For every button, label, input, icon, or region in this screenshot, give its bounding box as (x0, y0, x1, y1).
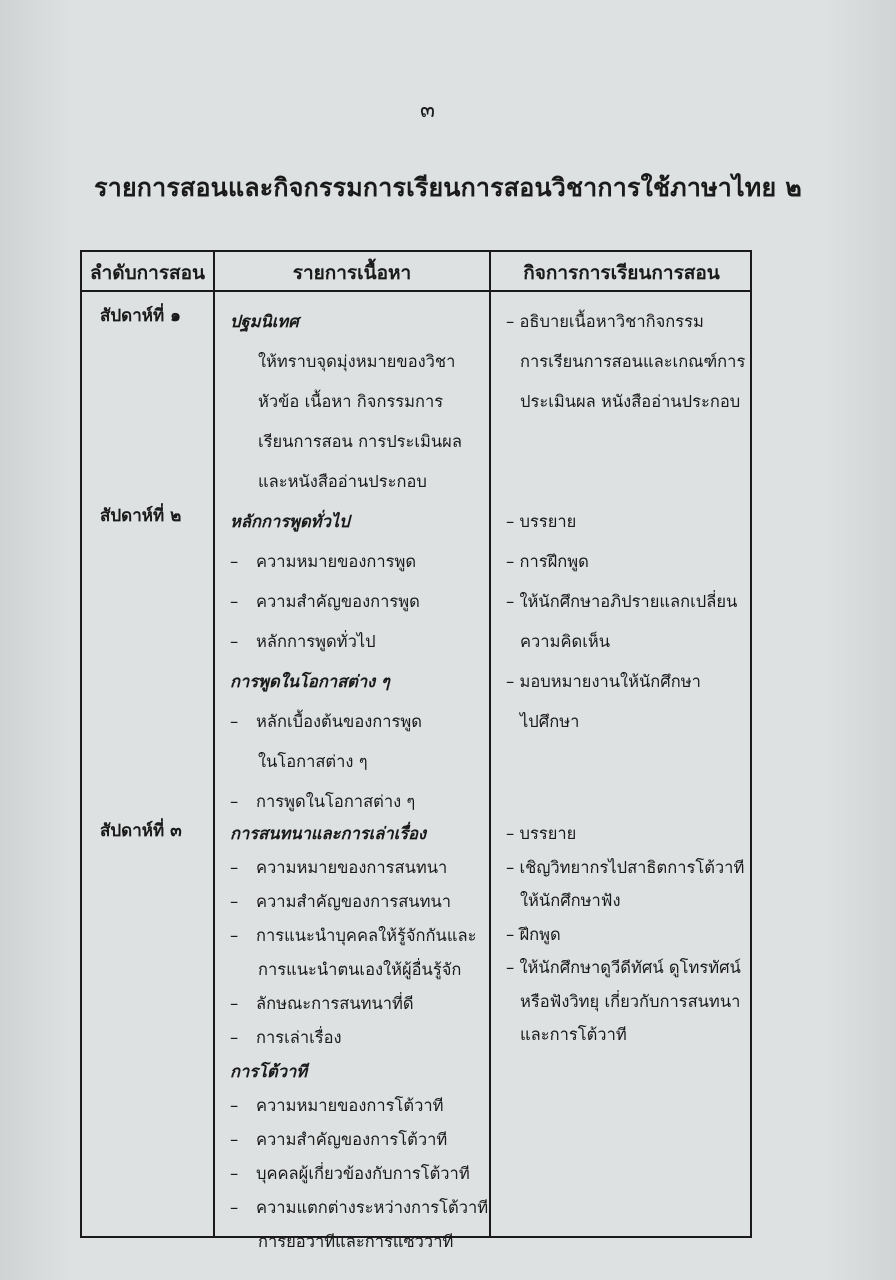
activity-text: มอบหมายงานให้นักศึกษา (519, 672, 701, 691)
topic-item: – ความหมายของการสนทนา (230, 851, 488, 885)
lesson-plan-table (80, 250, 752, 1251)
topic-item: – การเล่าเรื่อง (230, 1021, 488, 1055)
activity-item (506, 851, 744, 885)
topic-item: ให้ทราบจุดมุ่งหมายของวิชา (258, 352, 456, 371)
topic-item: การแนะนำตนเองให้ผู้อื่นรู้จัก (258, 960, 462, 979)
dash-marker: – (506, 592, 520, 611)
activity-text: อธิบายเนื้อหาวิชากิจกรรม (519, 312, 704, 331)
topic-item: หัวข้อ เนื้อหา กิจกรรมการ (258, 392, 444, 411)
header-content: รายการเนื้อหา (292, 262, 412, 284)
topic-item: – ลักษณะการสนทนาที่ดี (230, 987, 488, 1021)
activity-text: ฝึกพูด (519, 924, 561, 944)
dash-marker: – (506, 924, 520, 944)
content-list (230, 502, 422, 822)
header-sequence: ลำดับการสอน (89, 262, 206, 284)
topic-item: และหนังสืออ่านประกอบ (258, 472, 427, 491)
topic-item: – หลักการพูดทั่วไป (230, 622, 422, 662)
header-divider (82, 290, 750, 292)
activity-item (506, 302, 745, 342)
activity-item (506, 985, 744, 1019)
topic-item: – การพูดในโอกาสต่าง ๆ (230, 782, 422, 822)
topic-item: – ความแตกต่างระหว่างการโต้วาที (230, 1191, 488, 1225)
activity-item (506, 918, 744, 952)
topic-item: – บุคคลผู้เกี่ยวข้องกับการโต้วาที (230, 1157, 488, 1191)
week-label: สัปดาห์ที่ ๑ (100, 306, 181, 326)
topic-item: เรียนการสอน การประเมินผล (258, 432, 462, 451)
dash-marker: – (506, 312, 520, 331)
activity-text: ให้นักศึกษาฟัง (520, 891, 621, 910)
topic-heading: การพูดในโอกาสต่าง ๆ (230, 672, 390, 691)
topic-item: การยอวาทีและการแซววาที (258, 1232, 454, 1251)
activity-item (506, 622, 737, 662)
activity-item (506, 817, 744, 851)
topic-heading: การสนทนาและการเล่าเรื่อง (230, 824, 427, 843)
activity-item (506, 662, 737, 702)
topic-item: – ความสำคัญของการสนทนา (230, 885, 488, 919)
activity-item (506, 502, 737, 542)
dash-marker: – (506, 824, 520, 843)
activity-item (506, 884, 744, 918)
document-title: รายการสอนและกิจกรรมการเรียนการสอนวิชาการใช้ภาษาไทย ๒ (94, 173, 802, 202)
topic-item: – หลักเบื้องต้นของการพูด (230, 702, 422, 742)
topic-heading: การโต้วาที (230, 1062, 308, 1081)
week-label: สัปดาห์ที่ ๓ (100, 821, 182, 841)
activity-list (506, 502, 737, 742)
activity-item (506, 382, 745, 422)
activity-text: บรรยาย (519, 824, 577, 843)
topic-item: – ความสำคัญของการพูด (230, 582, 422, 622)
activity-item (506, 951, 744, 985)
page-number: ๓ (420, 98, 436, 123)
activity-text: การฝึกพูด (519, 552, 589, 571)
activity-item (506, 1018, 744, 1052)
topic-item: ในโอกาสต่าง ๆ (258, 752, 368, 771)
topic-heading: ปฐมนิเทศ (230, 312, 299, 331)
activity-item (506, 542, 737, 582)
week-label: สัปดาห์ที่ ๒ (100, 506, 182, 526)
topic-item: – ความหมายของการพูด (230, 542, 422, 582)
activity-text: และการโต้วาที (520, 1025, 627, 1044)
activity-text: หรือฟังวิทยุ เกี่ยวกับการสนทนา (520, 991, 741, 1011)
dash-marker: – (506, 672, 520, 691)
activity-text: ให้นักศึกษาดูวีดีทัศน์ ดูโทรทัศน์ (519, 958, 741, 977)
activity-list (506, 302, 745, 422)
dash-marker: – (506, 857, 520, 877)
activity-text: ไปศึกษา (520, 712, 580, 731)
activity-text: ความคิดเห็น (520, 632, 610, 651)
topic-item: – การแนะนำบุคคลให้รู้จักกันและ (230, 919, 488, 953)
topic-item: – ความสำคัญของการโต้วาที (230, 1123, 488, 1157)
activity-text: ให้นักศึกษาอภิปรายแลกเปลี่ยน (519, 592, 738, 611)
activity-text: การเรียนการสอนและเกณฑ์การ (520, 352, 746, 371)
activity-text: เชิญวิทยากรไปสาธิตการโต้วาที (519, 857, 745, 877)
dash-marker: – (506, 958, 520, 977)
header-activities: กิจการการเรียนการสอน (523, 262, 720, 284)
activity-text: ประเมินผล หนังสืออ่านประกอบ (520, 392, 741, 411)
dash-marker: – (506, 512, 520, 531)
activity-item (506, 582, 737, 622)
content-list (230, 817, 488, 1259)
activity-item (506, 702, 737, 742)
activity-text: บรรยาย (519, 512, 577, 531)
activity-item (506, 342, 745, 382)
dash-marker: – (506, 552, 520, 571)
column-divider (489, 252, 491, 1236)
topic-heading: หลักการพูดทั่วไป (230, 512, 350, 531)
content-list (230, 302, 462, 502)
column-divider (213, 252, 215, 1236)
topic-item: – ความหมายของการโต้วาที (230, 1089, 488, 1123)
activity-list (506, 817, 744, 1052)
